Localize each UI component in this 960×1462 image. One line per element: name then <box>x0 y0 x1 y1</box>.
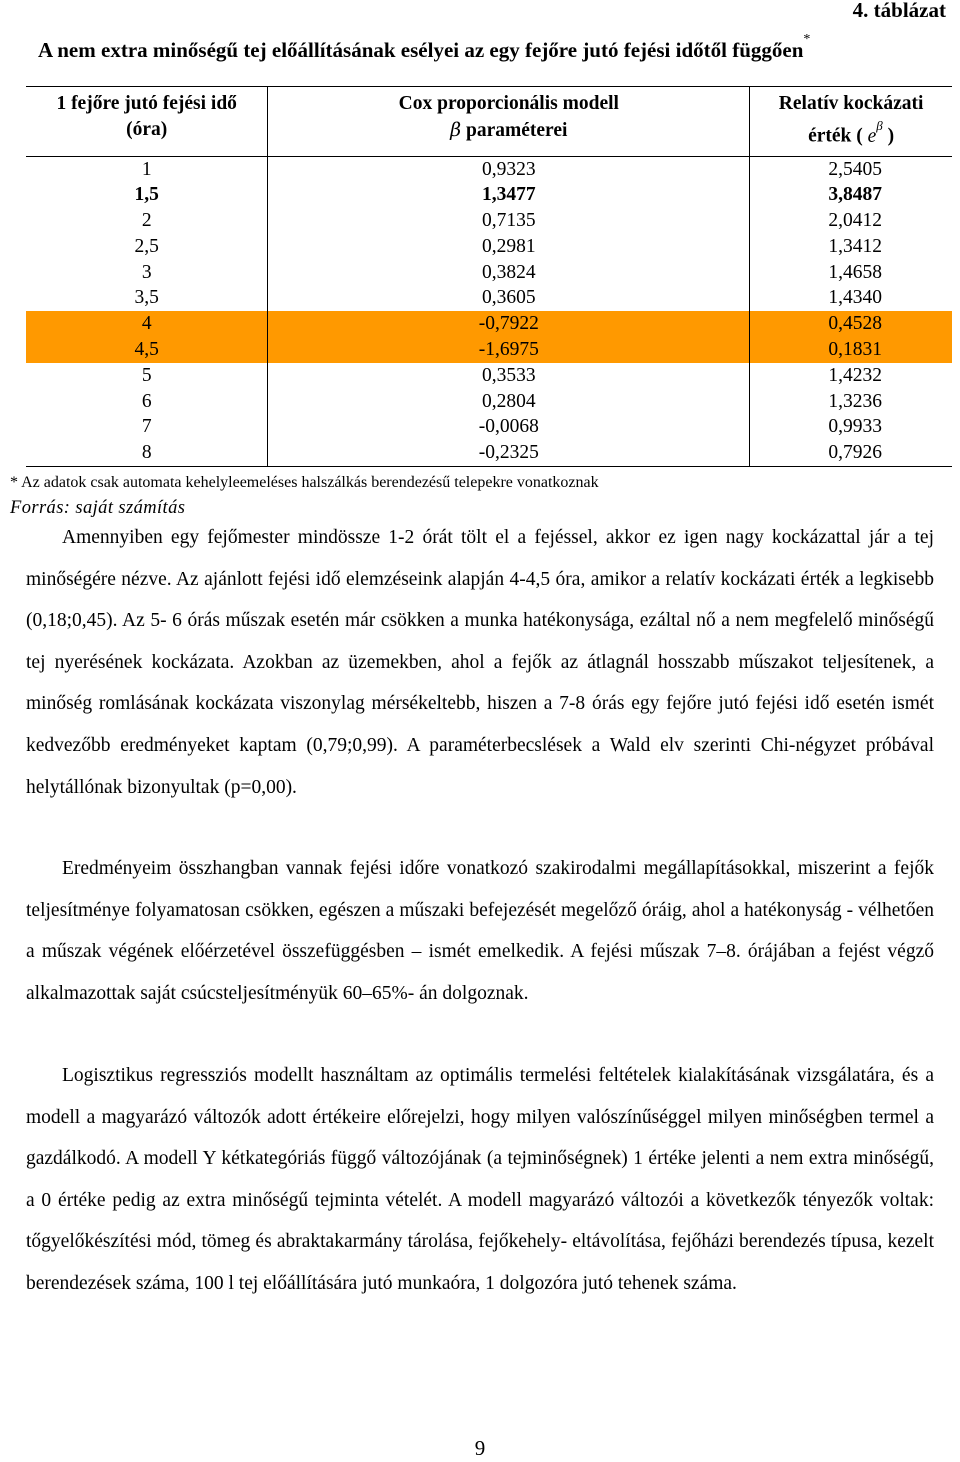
cell-beta: 0,7135 <box>268 208 750 234</box>
cell-beta: 0,9323 <box>268 156 750 182</box>
table-row <box>26 208 952 234</box>
table-row <box>26 414 952 440</box>
cell-milking-time: 2 <box>26 208 268 234</box>
cell-milking-time: 4 <box>26 311 268 337</box>
data-table <box>26 86 952 467</box>
cell-beta: 0,3533 <box>268 363 750 389</box>
table-row <box>26 285 952 311</box>
table-title <box>38 32 811 63</box>
header-relative-risk: Relatív kockázati érték ( $e^\beta$ ) <box>778 93 924 147</box>
table-header-row <box>26 87 952 157</box>
cell-beta: 0,3605 <box>268 285 750 311</box>
cell-relative-risk: 1,4340 <box>828 287 882 309</box>
paragraph: Eredményeim összhangban vannak fejési időre vonatkozó szakirodalmi megállapításokkal, miszerint a fejők teljesítménye folyamatosan csökken, egészen a műszaki befejezését megelőző óráig, ahol a hatékonyság - vélhetően a műszak végének előérzetével összefüggésben – ismét emelkedik. A fejési műszak 7–8. órájában a fejést végző alkalmazottak saját csúcsteljesítményük 60–65%- án dolgoznak. <box>26 858 934 1004</box>
cell-milking-time: 4,5 <box>26 337 268 363</box>
beta-symbol: β <box>450 119 462 141</box>
table-row <box>26 337 952 363</box>
table-row <box>26 311 952 337</box>
table-title-text: A nem extra minőségű tej előállításának esélyei az egy fejőre jutó fejési időtől függően <box>38 38 804 62</box>
cell-relative-risk: 0,4528 <box>750 311 952 337</box>
page-number: 9 <box>474 1436 486 1460</box>
paragraph: Logisztikus regressziós modellt használtam az optimális termelési feltételek kialakításának vizsgálatára, és a modell a magyarázó változók adott értékeire előrejelzi, hogy milyen valószínűséggel milyen minőségben termel a gazdálkodó. A modell Y kétkategóriás függő változójának (a tejminőségnek) 1 értéke jelenti a nem extra minőségű, a 0 értéke pedig az extra minőségű tejminta vételét. A modell magyarázó változói a következők tényezők voltak: tőgyelőkészítési mód, tömeg és abraktakarmány tárolása, fejőkehely- eltávolítása, fejőházi berendezés típusa, kezelt berendezések száma, 100 l tej előállítására jutó munkaóra, 1 dolgozóra jutó tehenek száma. <box>26 1065 934 1294</box>
cell-beta: -0,0068 <box>268 414 750 440</box>
header-milking-time: 1 fejőre jutó fejési idő (óra) <box>26 87 268 157</box>
table-title-marker: * <box>803 32 811 47</box>
cell-milking-time: 3,5 <box>26 285 268 311</box>
cell-beta: -1,6975 <box>268 337 750 363</box>
cell-relative-risk: 0,1831 <box>750 337 952 363</box>
cell-milking-time: 1 <box>26 156 268 182</box>
table-body <box>26 156 952 467</box>
table-row <box>26 389 952 415</box>
cell-relative-risk: 3,8487 <box>828 184 882 206</box>
cell-beta: 0,3824 <box>268 260 750 286</box>
table-row <box>26 234 952 260</box>
cell-milking-time: 6 <box>26 389 268 415</box>
cell-relative-risk: 1,3412 <box>828 235 882 257</box>
cell-relative-risk: 2,0412 <box>828 210 882 232</box>
table-row <box>26 182 952 208</box>
cell-relative-risk: 0,7926 <box>750 440 952 466</box>
cell-beta: 0,2981 <box>268 234 750 260</box>
cell-relative-risk: 2,5405 <box>828 158 882 180</box>
cell-milking-time: 2,5 <box>26 234 268 260</box>
cell-relative-risk: 0,9933 <box>828 416 882 438</box>
header-cox-parameters: Cox proporcionális modell β paraméterei <box>268 87 750 157</box>
cell-milking-time: 7 <box>26 414 268 440</box>
table-row <box>26 440 952 466</box>
table-footnote: * Az adatok csak automata kehelyleemeléses halszálkás berendezésű telepekre vonatkoznak <box>10 474 599 491</box>
cell-beta: 1,3477 <box>268 182 750 208</box>
cell-milking-time: 5 <box>26 363 268 389</box>
table-source: Forrás: saját számítás <box>10 498 186 518</box>
cell-beta: -0,7922 <box>268 311 750 337</box>
e-beta-symbol: $e^\beta$ <box>867 118 883 147</box>
table-row <box>26 260 952 286</box>
table-row <box>26 363 952 389</box>
cell-milking-time: 1,5 <box>26 182 268 208</box>
cell-milking-time: 8 <box>26 440 268 466</box>
paragraph: Amennyiben egy fejőmester mindössze 1-2 órát tölt el a fejéssel, akkor ez igen nagy kockázattal jár a tej minőségére nézve. Az ajánlott fejési idő elemzéseink alapján 4-4,5 óra, amikor a relatív kockázati érték a legkisebb (0,18;0,45). Az 5- 6 órás műszak esetén már csökken a munka hatékonysága, ezáltal nő a nem megfelelő minőségű tej nyerésének kockázata. Azokban az üzemekben, ahol a fejők az átlagnál hosszabb műszakot teljesítenek, a minőség romlásának kockázata viszonylag mérsékeltebb, hiszen a 7-8 órás egy fejőre jutó fejési idő esetén ismét kedvezőbb eredményeket kaptam (0,79;0,99). A paraméterbecslések a Wald elv szerinti Chi-négyzet próbával helytállónak bizonyultak (p=0,00). <box>26 527 934 798</box>
cell-milking-time: 3 <box>26 260 268 286</box>
cell-beta: -0,2325 <box>268 440 750 466</box>
table-label: 4. táblázat <box>852 0 946 22</box>
cell-beta: 0,2804 <box>268 389 750 415</box>
cell-relative-risk: 1,4232 <box>828 364 882 386</box>
cell-relative-risk: 1,3236 <box>828 390 882 412</box>
table-row <box>26 156 952 182</box>
cell-relative-risk: 1,4658 <box>828 261 882 283</box>
